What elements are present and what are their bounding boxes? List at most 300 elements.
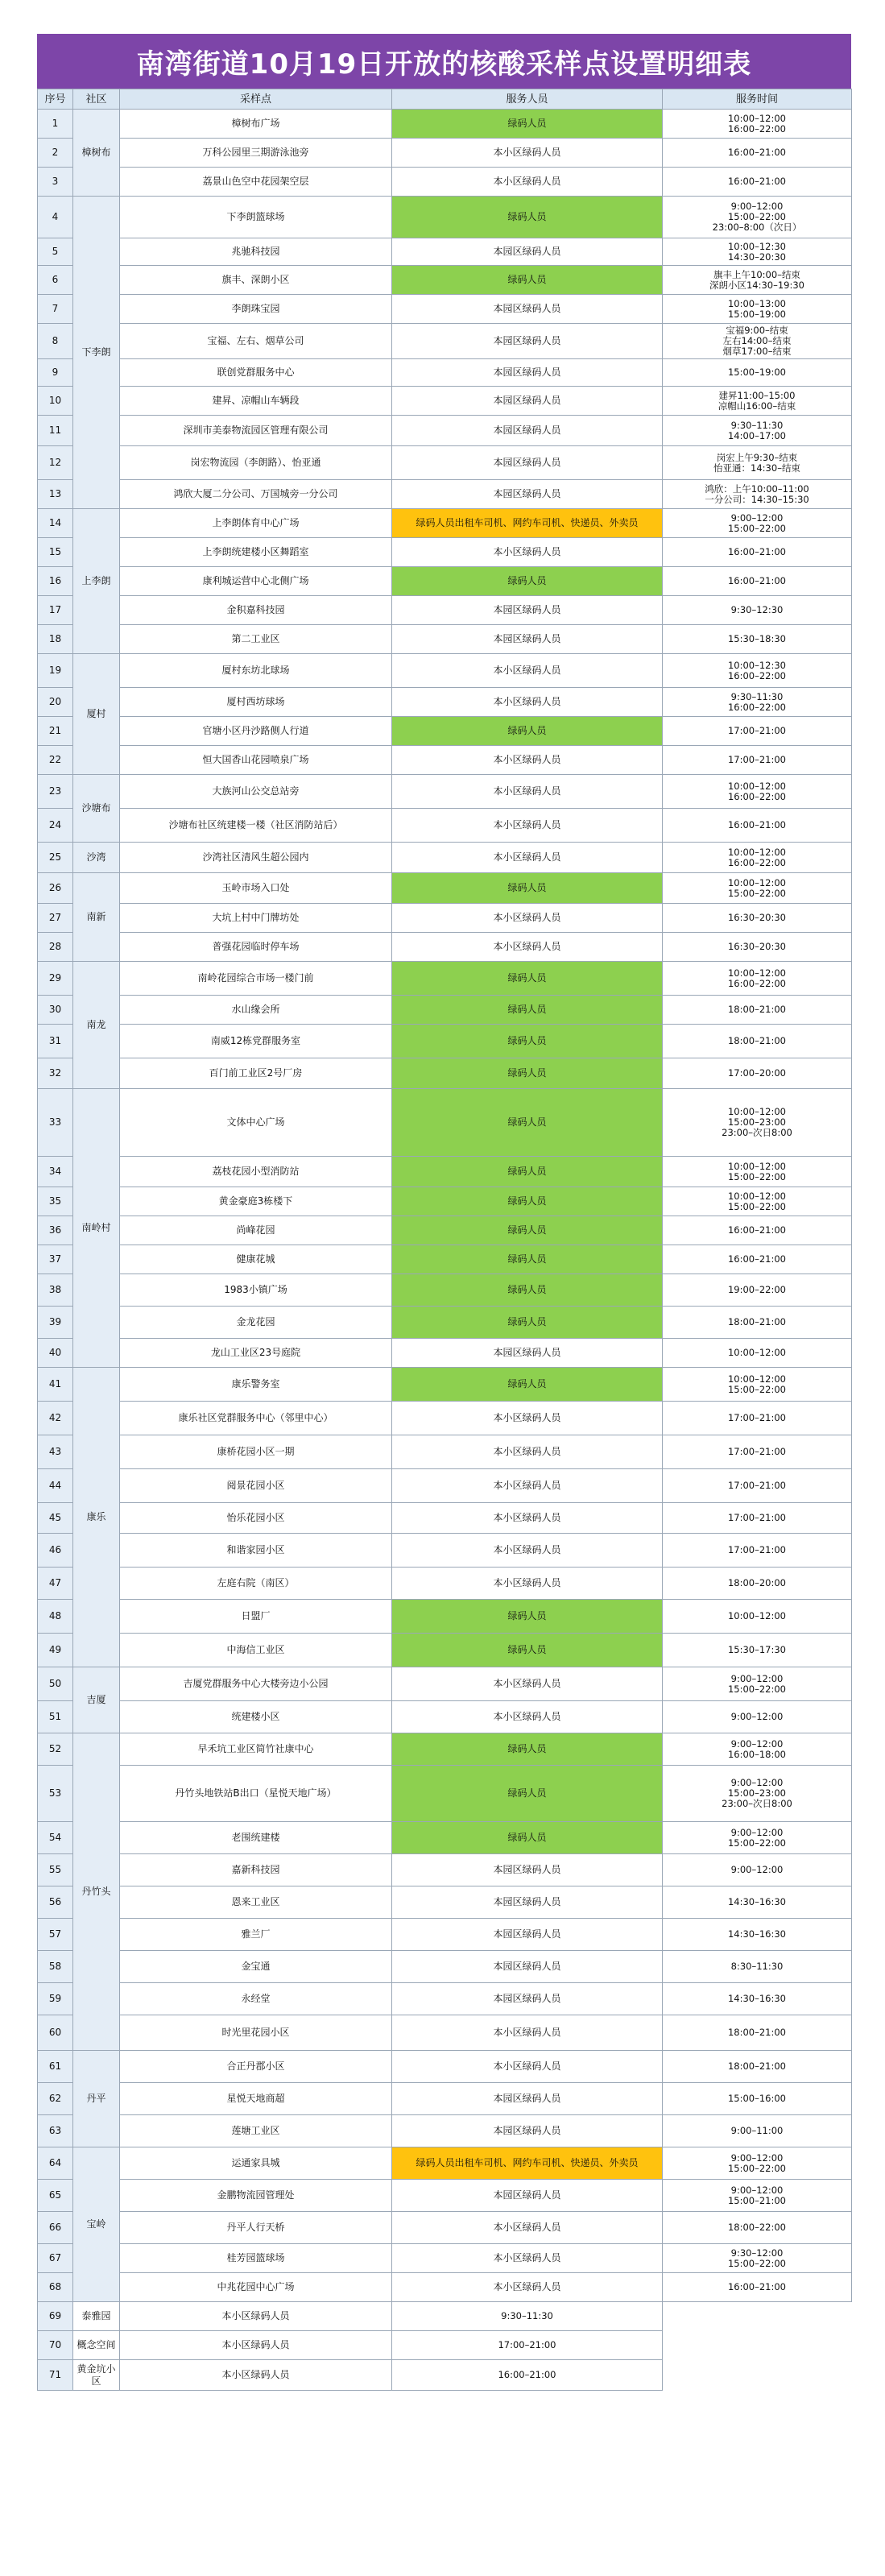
time-slot: 16:00–21:00	[727, 1224, 787, 1236]
staff-type: 本小区绿码人员	[392, 1701, 663, 1733]
time-slot: 14:00–17:00	[727, 429, 787, 441]
time-slot: 9:00–12:00	[730, 1711, 784, 1722]
service-time	[663, 480, 852, 509]
site-name: 李朗珠宝园	[120, 295, 392, 324]
time-slot: 18:00–22:00	[727, 2222, 787, 2233]
service-time	[392, 2302, 663, 2331]
time-slot: 10:00–12:00	[727, 1347, 787, 1358]
time-slot: 9:00–12:00	[730, 511, 784, 524]
row-index: 1	[38, 110, 73, 139]
row-index: 23	[38, 775, 73, 809]
site-name: 丹平人行天桥	[120, 2212, 392, 2244]
time-slot: 15:30–18:30	[727, 633, 787, 644]
row-index: 56	[38, 1886, 73, 1919]
service-time	[663, 197, 852, 238]
table-row	[38, 2115, 852, 2147]
time-slot: 16:00–22:00	[727, 669, 787, 681]
table-row	[38, 1089, 852, 1157]
site-name: 建昇、凉帽山车辆段	[120, 387, 392, 416]
site-name: 上李朗体育中心广场	[120, 509, 392, 538]
site-name: 时光里花园小区	[120, 2015, 392, 2051]
service-time	[663, 1402, 852, 1435]
table-body	[38, 110, 852, 2391]
time-slot: 15:00–22:00	[727, 887, 787, 899]
service-time	[663, 168, 852, 197]
row-index: 18	[38, 625, 73, 654]
row-index: 15	[38, 538, 73, 567]
community-name: 沙湾	[73, 843, 120, 873]
time-slot: 9:00–12:00	[730, 1777, 784, 1788]
site-name: 兆驰科技园	[120, 238, 392, 266]
time-slot: 鸿欣：上午10:00–11:00	[705, 482, 809, 495]
row-index: 10	[38, 387, 73, 416]
row-index: 63	[38, 2115, 73, 2147]
site-name: 恩来工业区	[120, 1886, 392, 1919]
table-row	[38, 1368, 852, 1402]
table-row	[38, 1435, 852, 1469]
time-slot: 18:00–21:00	[727, 2027, 787, 2038]
table-row	[38, 197, 852, 238]
staff-type: 本小区绿码人员	[392, 775, 663, 809]
service-time	[663, 1733, 852, 1766]
row-index: 27	[38, 904, 73, 933]
service-time	[663, 809, 852, 843]
site-name: 永经堂	[120, 1983, 392, 2015]
staff-type: 本小区绿码人员	[392, 904, 663, 933]
service-time	[663, 238, 852, 266]
row-index: 37	[38, 1245, 73, 1274]
table-row	[38, 1503, 852, 1534]
service-time	[663, 1187, 852, 1216]
row-index: 20	[38, 688, 73, 717]
time-slot: 9:00–12:00	[730, 1672, 784, 1684]
staff-type: 本小区绿码人员	[392, 843, 663, 873]
table-row	[38, 625, 852, 654]
staff-type: 本小区绿码人员	[120, 2302, 392, 2331]
time-slot: 15:00–22:00	[727, 211, 787, 222]
staff-type: 本园区绿码人员	[392, 238, 663, 266]
time-slot: 16:00–18:00	[727, 1748, 787, 1760]
row-index: 2	[38, 139, 73, 168]
site-name: 左庭右院（南区）	[120, 1568, 392, 1600]
time-slot: 10:00–12:00	[727, 967, 787, 979]
site-name: 恒大国香山花园喷泉广场	[120, 746, 392, 775]
row-index: 13	[38, 480, 73, 509]
time-slot: 16:00–22:00	[727, 856, 787, 868]
staff-type: 本小区绿码人员	[392, 168, 663, 197]
staff-type: 本园区绿码人员	[392, 1886, 663, 1919]
table-row	[38, 2147, 852, 2180]
service-time	[663, 904, 852, 933]
time-slot: 15:00–23:00	[727, 1787, 787, 1799]
staff-type: 本园区绿码人员	[392, 1854, 663, 1886]
site-name: 健康花城	[120, 1245, 392, 1274]
time-slot: 15:00–21:00	[727, 2194, 787, 2206]
staff-type: 绿码人员	[392, 567, 663, 596]
time-slot: 9:30–11:30	[501, 2310, 553, 2321]
staff-type: 本小区绿码人员	[392, 809, 663, 843]
row-index: 22	[38, 746, 73, 775]
table-row	[38, 2015, 852, 2051]
time-slot: 10:00–12:00	[727, 780, 787, 792]
time-slot: 岗宏上午9:30–结束	[716, 451, 798, 463]
staff-type: 绿码人员出租车司机、网约车司机、快递员、外卖员	[392, 509, 663, 538]
site-name: 厦村西坊球场	[120, 688, 392, 717]
time-slot: 16:00–21:00	[727, 1253, 787, 1265]
staff-type: 本园区绿码人员	[392, 295, 663, 324]
table-row	[38, 1307, 852, 1339]
service-time	[663, 1245, 852, 1274]
community-name: 下李朗	[73, 197, 120, 509]
service-time	[663, 996, 852, 1025]
site-name: 厦村东坊北球场	[120, 654, 392, 688]
service-time	[663, 1600, 852, 1634]
site-name: 南威12栋党群服务室	[120, 1025, 392, 1058]
service-time	[663, 843, 852, 873]
time-slot: 10:00–12:00	[727, 1160, 787, 1172]
table-row	[38, 1187, 852, 1216]
row-index: 6	[38, 266, 73, 295]
staff-type: 本小区绿码人员	[120, 2331, 392, 2360]
time-slot: 15:00–22:00	[727, 2162, 787, 2174]
service-time	[663, 625, 852, 654]
service-time	[663, 2244, 852, 2273]
table-row	[38, 1822, 852, 1854]
site-name: 百门前工业区2号厂房	[120, 1058, 392, 1089]
row-index: 69	[38, 2302, 73, 2331]
time-slot: 怡亚通：14:30–结束	[713, 462, 800, 474]
table-row	[38, 1733, 852, 1766]
site-name: 老围统建楼	[120, 1822, 392, 1854]
service-time	[663, 1216, 852, 1245]
row-index: 60	[38, 2015, 73, 2051]
time-slot: 17:00–21:00	[727, 1446, 787, 1457]
row-index: 41	[38, 1368, 73, 1402]
time-slot: 10:00–12:00	[727, 1106, 787, 1117]
time-slot: 16:30–20:30	[727, 941, 787, 952]
staff-type: 绿码人员	[392, 266, 663, 295]
table-row	[38, 1534, 852, 1568]
row-index: 65	[38, 2180, 73, 2212]
row-index: 38	[38, 1274, 73, 1307]
table-row	[38, 2212, 852, 2244]
time-slot: 16:00–21:00	[727, 575, 787, 586]
service-time	[663, 1157, 852, 1187]
staff-type: 本小区绿码人员	[392, 1435, 663, 1469]
time-slot: 凉帽山16:00–结束	[718, 400, 796, 412]
time-slot: 19:00–22:00	[727, 1284, 787, 1295]
table-row	[38, 2331, 852, 2360]
site-name: 金鹏物流园管理处	[120, 2180, 392, 2212]
table-row	[38, 1766, 852, 1822]
staff-type: 本小区绿码人员	[392, 2212, 663, 2244]
time-slot: 15:00–22:00	[727, 1683, 787, 1695]
site-name: 黄金豪庭3栋楼下	[120, 1187, 392, 1216]
service-time	[663, 324, 852, 359]
row-index: 44	[38, 1469, 73, 1503]
header-staff: 服务人员	[392, 89, 663, 110]
table-row	[38, 688, 852, 717]
time-slot: 15:00–22:00	[727, 2257, 787, 2269]
service-time	[663, 1435, 852, 1469]
staff-type: 绿码人员	[392, 1089, 663, 1157]
staff-type: 绿码人员	[392, 1600, 663, 1634]
table-row	[38, 843, 852, 873]
staff-type: 本小区绿码人员	[392, 1667, 663, 1701]
table-row	[38, 1402, 852, 1435]
page-title: 南湾街道10月19日开放的核酸采样点设置明细表	[37, 34, 851, 89]
service-time	[663, 2083, 852, 2115]
service-time	[663, 933, 852, 962]
site-name: 金积嘉科技园	[120, 596, 392, 625]
site-name: 吉厦党群服务中心大楼旁边小公园	[120, 1667, 392, 1701]
site-name: 中海信工业区	[120, 1634, 392, 1667]
row-index: 53	[38, 1766, 73, 1822]
row-index: 14	[38, 509, 73, 538]
time-slot: 16:00–22:00	[727, 701, 787, 713]
row-index: 66	[38, 2212, 73, 2244]
service-time	[663, 775, 852, 809]
time-slot: 15:00–23:00	[727, 1116, 787, 1128]
staff-type: 本小区绿码人员	[392, 2273, 663, 2302]
table-row	[38, 1469, 852, 1503]
site-name: 下李朗篮球场	[120, 197, 392, 238]
service-time	[663, 746, 852, 775]
site-name: 日盟厂	[120, 1600, 392, 1634]
time-slot: 23:00–次日8:00	[722, 1798, 792, 1809]
staff-type: 本小区绿码人员	[392, 2244, 663, 2273]
table-row	[38, 717, 852, 746]
staff-type: 本小区绿码人员	[392, 1503, 663, 1534]
time-slot: 17:00–21:00	[727, 1512, 787, 1523]
service-time	[663, 1634, 852, 1667]
community-name: 南岭村	[73, 1089, 120, 1368]
staff-type: 本小区绿码人员	[392, 933, 663, 962]
row-index: 8	[38, 324, 73, 359]
row-index: 52	[38, 1733, 73, 1766]
table-row	[38, 567, 852, 596]
site-name: 尚峰花园	[120, 1216, 392, 1245]
site-name: 中兆花园中心广场	[120, 2273, 392, 2302]
staff-type: 绿码人员	[392, 1025, 663, 1058]
time-slot: 9:00–12:00	[730, 1826, 784, 1838]
site-name: 桂芳园篮球场	[120, 2244, 392, 2273]
table-row	[38, 266, 852, 295]
site-name: 普强花园临时停车场	[120, 933, 392, 962]
time-slot: 18:00–21:00	[727, 1316, 787, 1327]
table-row	[38, 139, 852, 168]
service-time	[663, 567, 852, 596]
time-slot: 15:00–16:00	[727, 2093, 787, 2104]
service-time	[663, 359, 852, 387]
row-index: 30	[38, 996, 73, 1025]
staff-type: 本小区绿码人员	[392, 2051, 663, 2083]
staff-type: 本园区绿码人员	[392, 324, 663, 359]
site-name: 怡乐花园小区	[120, 1503, 392, 1534]
staff-type: 绿码人员	[392, 110, 663, 139]
staff-type: 绿码人员	[392, 1216, 663, 1245]
site-name: 樟树布广场	[120, 110, 392, 139]
row-index: 46	[38, 1534, 73, 1568]
table-row	[38, 480, 852, 509]
service-time	[663, 538, 852, 567]
time-slot: 23:00–次日8:00	[722, 1127, 792, 1138]
row-index: 9	[38, 359, 73, 387]
table-row	[38, 1157, 852, 1187]
service-time	[663, 2115, 852, 2147]
site-name: 大坑上村中门牌坊处	[120, 904, 392, 933]
site-name: 万科公园里三期游泳池旁	[120, 139, 392, 168]
table-row	[38, 2360, 852, 2391]
time-slot: 10:00–13:00	[727, 297, 787, 309]
header-index: 序号	[38, 89, 73, 110]
staff-type: 本小区绿码人员	[392, 538, 663, 567]
time-slot: 17:00–21:00	[727, 1544, 787, 1555]
table-row	[38, 1274, 852, 1307]
staff-type: 本小区绿码人员	[392, 1534, 663, 1568]
service-time	[663, 110, 852, 139]
row-index: 39	[38, 1307, 73, 1339]
row-index: 4	[38, 197, 73, 238]
time-slot: 一分公司：14:30–15:30	[705, 493, 809, 505]
service-time	[663, 295, 852, 324]
row-index: 47	[38, 1568, 73, 1600]
time-slot: 15:00–22:00	[727, 1383, 787, 1395]
site-name: 旗丰、深朗小区	[120, 266, 392, 295]
time-slot: 15:00–22:00	[727, 1837, 787, 1849]
row-index: 3	[38, 168, 73, 197]
row-index: 59	[38, 1983, 73, 2015]
row-index: 62	[38, 2083, 73, 2115]
row-index: 54	[38, 1822, 73, 1854]
site-name: 沙湾社区清风生超公园内	[120, 843, 392, 873]
staff-type: 本园区绿码人员	[392, 1919, 663, 1951]
service-time	[663, 1919, 852, 1951]
row-index: 29	[38, 962, 73, 996]
table-row	[38, 538, 852, 567]
time-slot: 10:00–12:00	[727, 876, 787, 888]
sampling-sites-table	[37, 89, 852, 2391]
community-name: 宝岭	[73, 2147, 120, 2302]
service-time	[663, 1307, 852, 1339]
site-name: 宝福、左右、烟草公司	[120, 324, 392, 359]
time-slot: 15:00–19:00	[727, 367, 787, 378]
table-row	[38, 2083, 852, 2115]
staff-type: 本园区绿码人员	[392, 387, 663, 416]
staff-type: 本小区绿码人员	[392, 746, 663, 775]
time-slot: 9:00–12:00	[730, 1737, 784, 1750]
community-name: 丹竹头	[73, 1733, 120, 2051]
row-index: 40	[38, 1339, 73, 1368]
site-name: 和谐家园小区	[120, 1534, 392, 1568]
community-name: 南新	[73, 873, 120, 962]
row-index: 57	[38, 1919, 73, 1951]
staff-type: 本园区绿码人员	[392, 446, 663, 480]
service-time	[663, 1854, 852, 1886]
time-slot: 23:00–8:00（次日）	[712, 222, 802, 233]
row-index: 25	[38, 843, 73, 873]
table-row	[38, 2273, 852, 2302]
site-name: 官塘小区丹沙路侧人行道	[120, 717, 392, 746]
service-time	[663, 1503, 852, 1534]
table-row	[38, 2302, 852, 2331]
time-slot: 9:00–12:00	[730, 1864, 784, 1875]
row-index: 49	[38, 1634, 73, 1667]
time-slot: 17:00–21:00	[498, 2339, 556, 2350]
time-slot: 18:00–21:00	[727, 2060, 787, 2072]
table-row	[38, 324, 852, 359]
service-time	[663, 2273, 852, 2302]
time-slot: 17:00–21:00	[727, 1480, 787, 1491]
time-slot: 14:30–16:30	[727, 1993, 787, 2004]
site-name: 岗宏物流园（李朗路）、怡亚通	[120, 446, 392, 480]
service-time	[663, 1766, 852, 1822]
time-slot: 16:00–21:00	[727, 546, 787, 557]
site-name: 金宝通	[120, 1951, 392, 1983]
table-row	[38, 775, 852, 809]
staff-type: 绿码人员	[392, 1766, 663, 1822]
staff-type: 绿码人员	[392, 1822, 663, 1854]
table-row	[38, 168, 852, 197]
staff-type: 本园区绿码人员	[392, 2115, 663, 2147]
staff-type: 绿码人员	[392, 1245, 663, 1274]
table-row	[38, 110, 852, 139]
time-slot: 9:00–12:00	[730, 2184, 784, 2196]
row-index: 34	[38, 1157, 73, 1187]
staff-type: 绿码人员	[392, 1368, 663, 1402]
service-time	[663, 717, 852, 746]
service-time	[663, 2147, 852, 2180]
time-slot: 9:00–12:00	[730, 2151, 784, 2164]
table-row	[38, 295, 852, 324]
staff-type: 绿码人员	[392, 197, 663, 238]
service-time	[663, 2180, 852, 2212]
time-slot: 16:00–21:00	[727, 819, 787, 830]
service-time	[663, 416, 852, 446]
service-time	[663, 1667, 852, 1701]
header-community: 社区	[73, 89, 120, 110]
table-row	[38, 1634, 852, 1667]
staff-type: 绿码人员	[392, 1307, 663, 1339]
table-row	[38, 2244, 852, 2273]
staff-type: 本园区绿码人员	[392, 359, 663, 387]
table-row	[38, 1339, 852, 1368]
service-time	[663, 1951, 852, 1983]
time-slot: 9:30–12:30	[730, 604, 784, 615]
table-row	[38, 238, 852, 266]
site-name: 运通家具城	[120, 2147, 392, 2180]
staff-type: 本小区绿码人员	[392, 1469, 663, 1503]
site-name: 鸿欣大厦二分公司、万国城旁一分公司	[120, 480, 392, 509]
service-time	[663, 266, 852, 295]
service-time	[663, 1058, 852, 1089]
row-index: 45	[38, 1503, 73, 1534]
row-index: 67	[38, 2244, 73, 2273]
time-slot: 10:00–12:00	[727, 1190, 787, 1202]
service-time	[663, 1534, 852, 1568]
staff-type: 绿码人员	[392, 1187, 663, 1216]
row-index: 19	[38, 654, 73, 688]
row-index: 24	[38, 809, 73, 843]
site-name: 康乐警务室	[120, 1368, 392, 1402]
table-row	[38, 1919, 852, 1951]
site-name: 概念空间	[73, 2331, 120, 2360]
table-row	[38, 1983, 852, 2015]
table-row	[38, 509, 852, 538]
time-slot: 深朗小区14:30–19:30	[709, 279, 805, 291]
service-time	[663, 1568, 852, 1600]
table-row	[38, 1951, 852, 1983]
